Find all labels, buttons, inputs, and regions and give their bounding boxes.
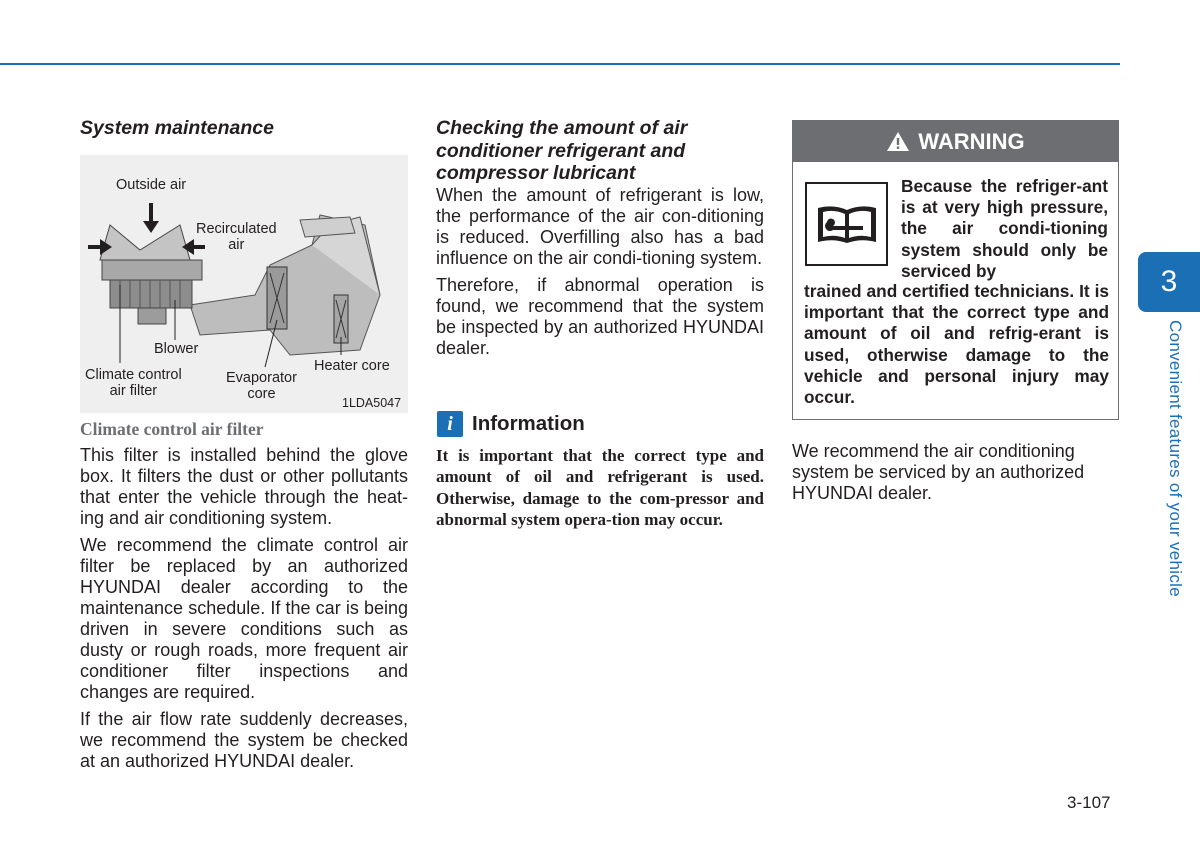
label-outside-air: Outside air	[116, 177, 187, 193]
hvac-diagram	[80, 155, 408, 413]
section-system-maintenance	[80, 115, 408, 139]
chapter-title: Convenient features of your vehicle	[1166, 320, 1185, 597]
paragraph: We recommend the climate control air filter be replaced by an authorized HYUNDAI dealer according to the maintenance schedule. If the car is being driven in severe conditions such as dusty or rough roads, more frequent air conditioner filter inspections and changes are required.	[80, 535, 408, 702]
subheading-air-filter: Climate control air filter	[80, 419, 264, 439]
warning-text-bottom: trained and certified technicians. It is important that the correct type and amount of oil and refrig-erant is used, otherwise damage to the vehicle and personal injury may occur.	[804, 281, 1109, 408]
label-recirculated-air: Recirculated air	[196, 221, 277, 253]
warning-text-top: Because the refriger-ant is at very high pressure, the air condi-tioning system should only be serviced by	[901, 176, 1108, 281]
figure-code: 1LDA5047	[342, 396, 402, 410]
air-filter-text	[80, 445, 408, 778]
warning-title: WARNING	[918, 128, 1025, 154]
section-heading: Checking the amount of air conditioner refrigerant and compressor lubricant	[436, 117, 688, 184]
service-manual-icon	[805, 182, 888, 266]
warning-triangle-icon	[886, 131, 910, 152]
information-text: It is important that the correct type and amount of oil and refrigerant is used. Otherwise, damage to the com-pressor and abnormal system opera-tion may occur.	[436, 446, 764, 529]
warning-header	[793, 121, 1118, 162]
information-icon: i	[437, 411, 463, 437]
label-climate-filter: Climate control air filter	[85, 367, 182, 399]
information-title: Information	[472, 412, 585, 435]
label-evaporator-core: Evaporator core	[226, 370, 297, 402]
warning-box	[792, 120, 1119, 420]
section-refrigerant	[436, 117, 764, 365]
page-number: 3-107	[1067, 793, 1111, 812]
chapter-tab: 3	[1138, 252, 1200, 312]
paragraph: This filter is installed behind the glove box. It filters the dust or other pollutants that enter the vehicle through the heat-ing and air conditioning system.	[80, 445, 408, 528]
label-heater-core: Heater core	[314, 358, 390, 374]
paragraph: When the amount of refrigerant is low, the performance of the air con-ditioning is reduced. Overfilling also has a bad influence on the air condi-tioning system.	[436, 184, 764, 268]
top-rule	[0, 63, 1120, 65]
service-recommendation: We recommend the air conditioning system be serviced by an authorized HYUNDAI dealer.	[792, 441, 1085, 503]
paragraph: If the air flow rate suddenly decreases, we recommend the system be checked at an authorized HYUNDAI dealer.	[80, 709, 408, 771]
label-blower: Blower	[154, 341, 199, 357]
section-heading: System maintenance	[80, 117, 275, 139]
information-heading	[437, 411, 585, 437]
paragraph: Therefore, if abnormal operation is found, we recommend that the system be inspected by an authorized HYUNDAI dealer.	[436, 274, 764, 358]
